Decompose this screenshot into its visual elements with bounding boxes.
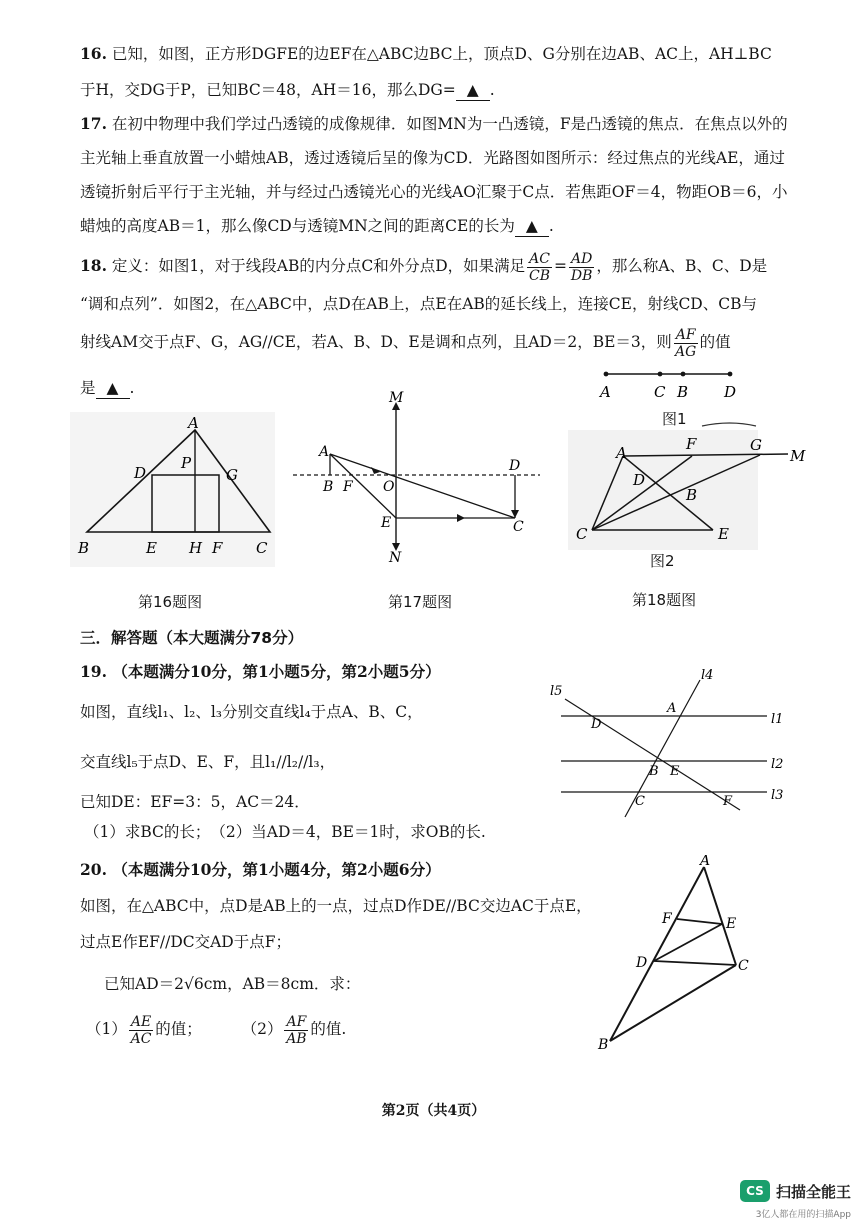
q18-text-3b: 的值 [699,333,731,351]
side-bc [610,965,736,1041]
frac-denominator: AC [130,1030,152,1047]
q17-line4 [80,216,554,237]
label-b: B [649,764,659,779]
q17-answer-blank: ▲ [515,216,549,237]
label-b: B [686,486,698,504]
q19-text-1: 如图，直线l₁、l₂、l₃分别交直线l₄于点A、B、C， [80,703,423,721]
scanner-name: 扫描全能王 [775,1182,851,1201]
label-e: E [726,916,737,932]
label-a: A [600,383,611,401]
scanner-watermark [740,1180,851,1202]
point-b [681,372,686,377]
label-n: N [389,550,402,565]
frac-denominator: AB [286,1030,307,1047]
q18-text-2: “调和点列”．如图2，在△ABC中，点D在AB上，点E在AB的延长线上，连接CE，射线CD、CB与 [80,295,757,313]
label-c: C [654,383,666,401]
label-o: O [383,479,395,495]
side-ab [610,867,704,1041]
label-l2: l2 [771,757,784,772]
q19-line2 [80,752,335,772]
q19-text-3: 已知DE：EF=3：5，AC＝24． [80,793,310,811]
label-d: D [633,471,646,489]
q16-answer-blank: ▲ [456,80,490,101]
label-f: F [212,539,223,557]
q19-header [80,662,441,682]
label-l4: l4 [701,668,714,683]
q20-fraction-ae-ac [129,1014,153,1047]
label-p: P [181,454,192,472]
label-g: G [750,436,762,454]
fig19-diagram [545,665,790,825]
label-c: C [738,958,749,974]
q18-line1 [80,248,767,284]
label-c: C [635,794,645,809]
frac-denominator: AG [675,343,697,360]
q16-text-2: 于H，交DG于P，已知BC＝48，AH＝16，那么DG= [80,81,456,99]
q19-text-4: （1）求BC的长； （2）当AD＝4，BE＝1时，求OB的长. [84,823,486,841]
label-c: C [256,539,268,557]
point-a [604,372,609,377]
q19-line3 [80,792,310,812]
label-a: A [188,414,199,432]
fig16-caption: 第16题图 [138,593,203,611]
label-e: E [381,515,392,531]
q17-text-1: 在初中物理中我们学过凸透镜的成像规律．如图MN为一凸透镜，F是凸透镜的焦点．在焦点以外的 [111,115,788,133]
label-d: D [591,717,602,732]
q18-fraction-ac-cb [527,251,552,284]
label-e: E [146,539,157,557]
q18-period: . [129,379,135,397]
q17-text-3: 透镜折射后平行于主光轴，并与经过凸透镜光心的光线AO汇聚于C点．若焦距OF＝4，物距OB＝6，小 [80,183,788,201]
q20-number: 20. [80,860,107,879]
q18-text-4: 是 [80,379,96,397]
label-c: C [576,525,588,543]
q16-line1 [80,44,772,64]
page-footer: 第2页（共4页） [381,1103,486,1119]
q16-line2 [80,80,495,101]
point-c [658,372,663,377]
label-f: F [343,479,353,495]
label-a: A [700,855,711,869]
label-g: G [226,466,238,484]
fig18-caption: 第18题图 [632,591,697,609]
equals-sign: = [553,257,567,275]
q19-line4 [84,822,486,842]
q18-text-1b: ，那么称A、B、C、D是 [596,257,768,275]
label-l1: l1 [771,712,784,727]
q20-fraction-af-ab [284,1014,308,1047]
label-a: A [616,444,627,462]
q18-fraction-ad-db [569,251,594,284]
q17-line1 [80,114,788,134]
label-d: D [724,383,737,401]
label-e: E [718,525,729,543]
q20-line4 [86,1010,346,1048]
label-a: A [319,444,330,460]
fig16-background [70,412,275,567]
ray-ec-arrow [457,514,465,522]
q18-line4 [80,378,134,399]
frac-denominator: CB [529,267,551,284]
q19-header-text: （本题满分10分，第1小题5分，第2小题5分） [112,662,441,681]
label-d: D [134,464,147,482]
label-m: M [389,390,404,406]
fig18-2-background [568,430,758,550]
fig17-diagram [285,390,545,565]
label-f: F [686,435,697,453]
frac-numerator: AC [529,250,550,267]
fig18-1-diagram [590,366,760,406]
q17-line3 [80,182,788,202]
frac-numerator: AE [130,1013,152,1030]
label-b: B [598,1037,609,1053]
q19-text-2: 交直线l₅于点D、E、F，且l₁//l₂//l₃， [80,753,336,771]
label-d: D [509,458,521,474]
q20-text-1: 如图，在△ABC中，点D是AB上的一点，过点D作DE//BC交边AC于点E， [80,897,592,915]
q20-line1 [80,896,592,916]
section-3-heading: 三．解答题（本大题满分78分） [80,629,304,647]
q18-answer-blank: ▲ [96,378,130,399]
fig20-diagram [592,855,792,1055]
q18-number: 18. [80,256,107,275]
q18-line3 [80,324,731,360]
q18-text-3: 射线AM交于点F、G，AG//CE，若A、B、D、E是调和点列，且AD＝2，BE＝3，则 [80,333,672,351]
q20-header-text: （本题满分10分，第1小题4分，第2小题6分） [112,860,441,879]
frac-denominator: DB [570,267,593,284]
fig18-2-diagram [568,430,813,550]
q20-text-2: 过点E作EF//DC交AD于点F； [80,933,291,951]
q20-text-3: 已知AD＝2√6cm，AB＝8cm．求： [104,975,361,993]
fig18-1-caption: 图1 [662,410,687,428]
scanner-logo-icon: CS [740,1180,770,1202]
frac-numerator: AF [286,1013,307,1030]
q18-fraction-af-ag [674,327,698,360]
q17-text-4: 蜡烛的高度AB＝1，那么像CD与透镜MN之间的距离CE的长为 [80,217,515,235]
segment-dc [654,961,736,965]
q20-part1-text: 的值； [155,1020,202,1038]
label-a: A [667,701,677,716]
q16-period: . [489,81,495,99]
q18-line2 [80,294,757,314]
fig16-diagram [70,412,275,567]
fig18-2-caption: 图2 [650,552,675,570]
q16-text-1: 已知，如图，正方形DGFE的边EF在△ABC边BC上，顶点D、G分别在边AB、AC上，AH⊥BC [111,45,772,63]
frac-numerator: AD [570,250,593,267]
label-b: B [78,539,90,557]
q17-line2 [80,148,785,168]
label-b: B [677,383,689,401]
q17-period: . [548,217,554,235]
q17-number: 17. [80,114,107,133]
q19-number: 19. [80,662,107,681]
scan-mark [700,418,760,430]
q20-line3 [104,974,360,994]
label-b: B [323,479,334,495]
label-l3: l3 [771,788,784,803]
label-c: C [513,519,524,535]
q20-line2 [80,932,291,952]
q20-header [80,860,441,880]
q16-number: 16. [80,44,107,63]
frac-numerator: AF [675,326,696,343]
label-m: M [790,447,806,465]
point-d [728,372,733,377]
label-e: E [670,764,680,779]
q19-line1 [80,702,423,722]
q20-part2-label: （2） [241,1020,283,1038]
q20-part2-text: 的值. [310,1020,347,1038]
segment-fe [677,919,722,924]
fig17-caption: 第17题图 [388,593,453,611]
label-d: D [636,955,648,971]
label-f: F [723,794,733,809]
label-f: F [662,911,672,927]
q17-text-2: 主光轴上垂直放置一小蜡烛AB，透过透镜后呈的像为CD．光路图如图所示：经过焦点的光线AE，通过 [80,149,785,167]
q20-part1-label: （1） [86,1020,127,1038]
ray-ao-c [330,454,515,518]
scanner-tagline: 3亿人都在用的扫描App [755,1210,851,1220]
label-h: H [189,539,203,557]
label-l5: l5 [550,684,563,699]
q18-text-1: 定义：如图1，对于线段AB的内分点C和外分点D，如果满足 [111,257,526,275]
